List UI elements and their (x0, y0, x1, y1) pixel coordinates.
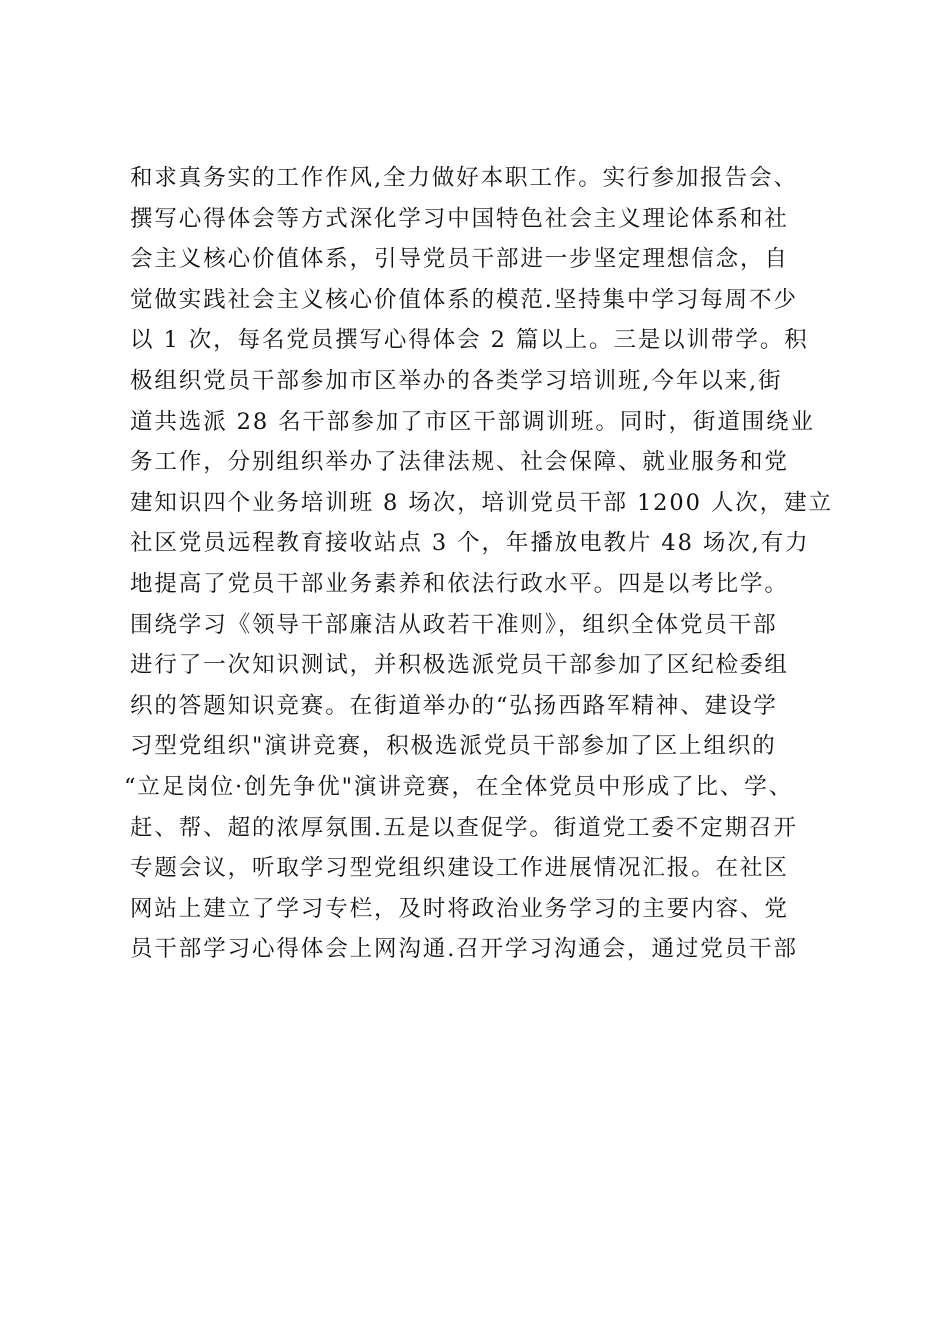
text-line-15: 习型党组织"演讲竞赛，积极选派党员干部参加了区上组织的 (130, 733, 777, 760)
text-line-7: 道共选派 28 名干部参加了市区干部调训班。同时，街道围绕业 (130, 408, 815, 435)
text-line-17: 赶、帮、超的浓厚氛围.五是以查促学。街道党工委不定期召开 (130, 814, 798, 841)
text-line-16: “立足岗位·创先争优"演讲竞赛，在全体党员中形成了比、学、 (124, 773, 794, 800)
text-line-19: 网站上建立了学习专栏，及时将政治业务学习的主要内容、党 (130, 895, 789, 922)
text-line-8: 务工作，分别组织举办了法律法规、社会保障、就业服务和党 (130, 449, 789, 476)
text-line-6: 极组织党员干部参加市区举办的各类学习培训班,今年以来,街 (130, 367, 783, 394)
text-line-13: 进行了一次知识测试，并积极选派党员干部参加了区纪检委组 (130, 652, 789, 679)
text-line-12: 围绕学习《领导干部廉洁从政若干准则》，组织全体党员干部 (130, 611, 778, 638)
text-line-20: 员干部学习心得体会上网沟通.召开学习沟通会，通过党员干部 (130, 936, 798, 963)
text-line-14: 织的答题知识竞赛。在街道举办的“弘扬西路军精神、建设学 (130, 692, 778, 719)
text-line-18: 专题会议，听取学习型党组织建设工作进展情况汇报。在社区 (130, 855, 789, 882)
text-line-10: 社区党员远程教育接收站点 3 个，年播放电教片 48 场次,有力 (130, 530, 810, 557)
text-line-11: 地提高了党员干部业务素养和依法行政水平。四是以考比学。 (130, 570, 789, 597)
text-line-2: 撰写心得体会等方式深化学习中国特色社会主义理论体系和社 (130, 205, 789, 232)
text-line-9: 建知识四个业务培训班 8 场次，培训党员干部 1200 人次，建立 (130, 489, 833, 516)
text-line-4: 觉做实践社会主义核心价值体系的模范.坚持集中学习每周不少 (130, 286, 798, 313)
text-line-1: 和求真务实的工作作风,全力做好本职工作。实行参加报告会、 (130, 165, 798, 191)
body-paragraph (124, 158, 850, 970)
text-line-3: 会主义核心价值体系，引导党员干部进一步坚定理想信念，自 (130, 246, 789, 273)
text-line-5: 以 1 次，每名党员撰写心得体会 2 篇以上。三是以训带学。积 (130, 327, 809, 354)
